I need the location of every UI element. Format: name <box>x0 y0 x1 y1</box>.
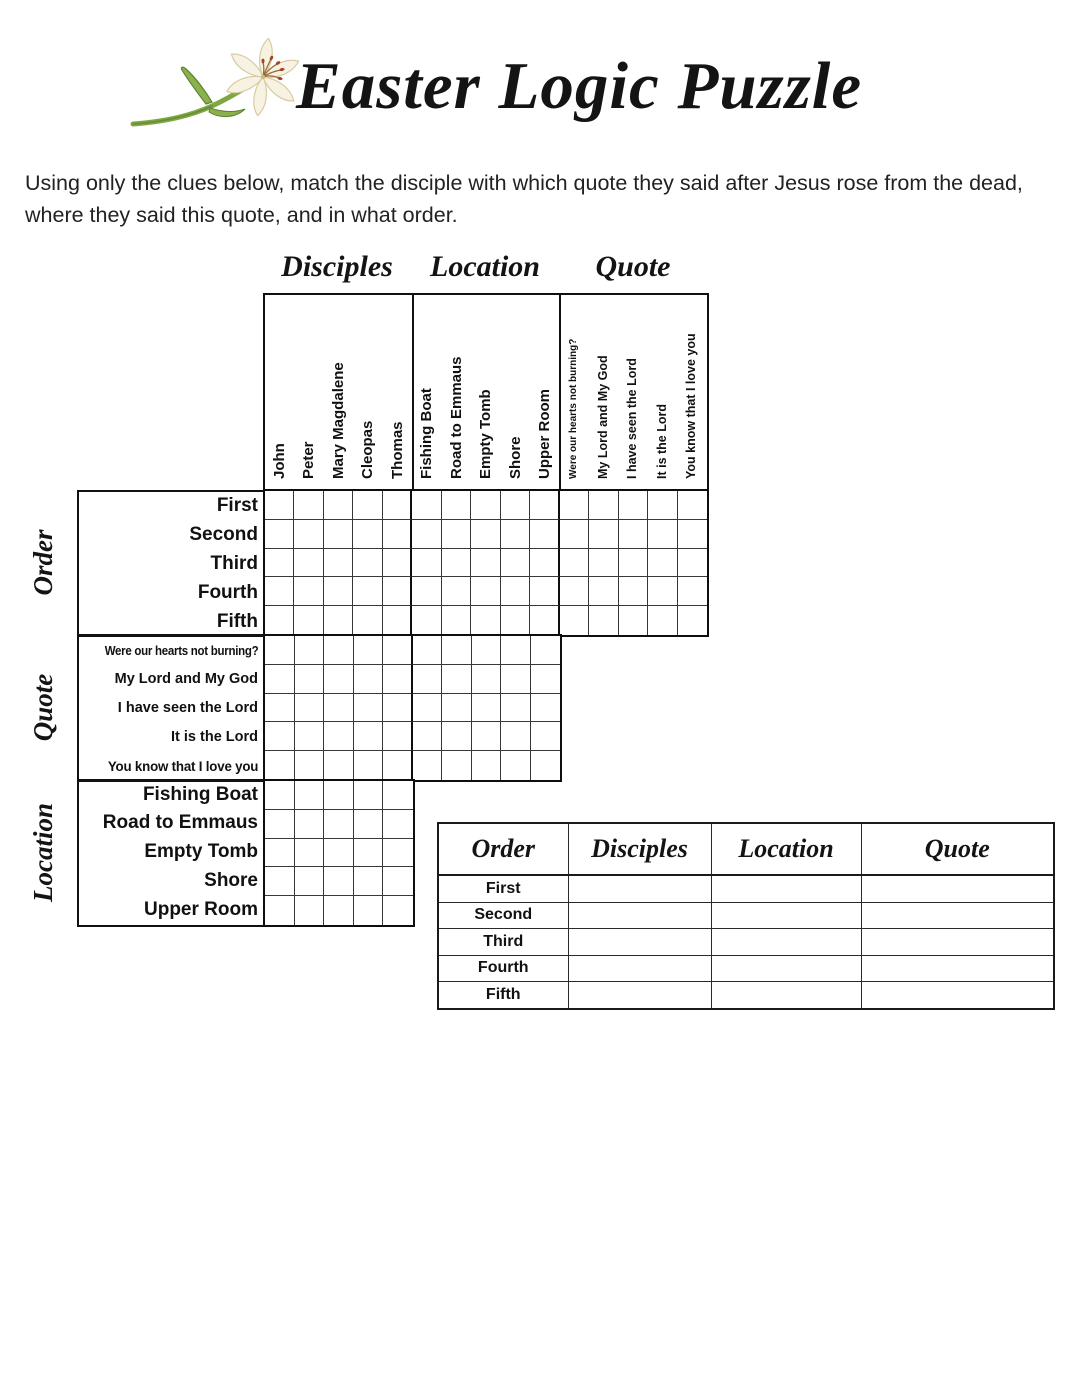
answer-cell[interactable] <box>861 955 1054 982</box>
grid-cell[interactable] <box>471 549 500 578</box>
grid-cell[interactable] <box>560 577 589 606</box>
grid-cell[interactable] <box>412 549 441 578</box>
grid-cell[interactable] <box>412 577 441 606</box>
grid-section-location <box>263 779 415 927</box>
column-header: Shore <box>506 436 524 479</box>
grid-cell[interactable] <box>295 722 325 751</box>
grid-cell[interactable] <box>324 896 354 925</box>
grid-cell[interactable] <box>383 636 413 665</box>
grid-cell[interactable] <box>530 577 559 606</box>
grid-cell[interactable] <box>413 665 443 694</box>
column-header: It is the Lord <box>654 404 669 479</box>
grid-cell[interactable] <box>265 810 295 839</box>
row-header: Upper Room <box>144 898 258 920</box>
grid-cell[interactable] <box>265 577 294 606</box>
grid-cell[interactable] <box>471 520 500 549</box>
row-group-label-quote: Quote <box>28 673 58 742</box>
answer-cell[interactable] <box>711 902 861 929</box>
grid-cell[interactable] <box>501 751 531 780</box>
answer-table-header: Order <box>438 823 568 875</box>
answer-table <box>437 822 1055 1010</box>
grid-cell[interactable] <box>442 520 471 549</box>
answer-cell[interactable] <box>861 982 1054 1009</box>
grid-cell[interactable] <box>648 520 677 549</box>
answer-cell[interactable] <box>568 875 711 902</box>
grid-cell[interactable] <box>324 781 354 810</box>
grid-cell[interactable] <box>472 722 502 751</box>
grid-cell[interactable] <box>648 577 677 606</box>
grid-cell[interactable] <box>619 520 648 549</box>
answer-row-label: Fourth <box>438 955 568 982</box>
grid-cell[interactable] <box>295 781 325 810</box>
grid-cell[interactable] <box>324 636 354 665</box>
row-group-label-location: Location <box>28 803 58 902</box>
column-group-label-location: Location <box>430 250 540 283</box>
column-header: My Lord and My God <box>595 355 610 479</box>
grid-cell[interactable] <box>678 577 707 606</box>
grid-cell[interactable] <box>589 549 618 578</box>
grid-cell[interactable] <box>413 751 443 780</box>
grid-cell[interactable] <box>354 867 384 896</box>
column-header: Fishing Boat <box>418 388 436 479</box>
grid-cell[interactable] <box>324 839 354 868</box>
answer-cell[interactable] <box>568 955 711 982</box>
grid-cell[interactable] <box>412 606 441 635</box>
grid-cell[interactable] <box>324 867 354 896</box>
grid-row-label-box <box>77 490 265 927</box>
grid-cell[interactable] <box>472 665 502 694</box>
answer-cell[interactable] <box>711 955 861 982</box>
row-header: Fishing Boat <box>142 783 258 805</box>
grid-cell[interactable] <box>589 520 618 549</box>
answer-table-header: Disciples <box>568 823 711 875</box>
column-header: Road to Emmaus <box>447 356 465 479</box>
grid-cell[interactable] <box>589 606 618 635</box>
grid-cell[interactable] <box>501 722 531 751</box>
answer-row-label: First <box>438 875 568 902</box>
column-header: Were our hearts not burning? <box>568 338 580 479</box>
row-header: I have seen the Lord <box>117 700 258 717</box>
answer-table-row <box>438 929 1054 956</box>
grid-cell[interactable] <box>560 549 589 578</box>
grid-cell[interactable] <box>294 491 323 520</box>
grid-cell[interactable] <box>265 606 294 635</box>
column-header: I have seen the Lord <box>625 358 640 479</box>
grid-cell[interactable] <box>501 636 531 665</box>
grid-cell[interactable] <box>354 694 384 723</box>
grid-cell[interactable] <box>383 577 412 606</box>
grid-cell[interactable] <box>354 839 384 868</box>
grid-cell[interactable] <box>589 577 618 606</box>
column-header: John <box>271 443 288 479</box>
grid-cell[interactable] <box>412 491 441 520</box>
column-header: Cleopas <box>359 420 377 479</box>
grid-cell[interactable] <box>265 636 295 665</box>
grid-cell[interactable] <box>442 577 471 606</box>
grid-cell[interactable] <box>413 694 443 723</box>
grid-cell[interactable] <box>265 491 294 520</box>
grid-cell[interactable] <box>413 636 443 665</box>
grid-section-order <box>263 489 709 637</box>
grid-cell[interactable] <box>324 694 354 723</box>
answer-table-header: Quote <box>861 823 1054 875</box>
grid-cell[interactable] <box>295 896 325 925</box>
grid-cell[interactable] <box>412 520 441 549</box>
grid-cell[interactable] <box>265 549 294 578</box>
grid-cell[interactable] <box>294 577 323 606</box>
grid-cell[interactable] <box>472 636 502 665</box>
grid-column-header-box <box>263 293 709 490</box>
grid-cell[interactable] <box>383 491 412 520</box>
grid-cell[interactable] <box>383 896 413 925</box>
column-header: Peter <box>300 441 318 479</box>
grid-cell[interactable] <box>324 491 353 520</box>
grid-cell[interactable] <box>531 694 561 723</box>
row-header: My Lord and My God <box>114 671 258 688</box>
grid-cell[interactable] <box>265 781 295 810</box>
column-header: Upper Room <box>535 389 553 479</box>
grid-cell[interactable] <box>383 751 413 780</box>
grid-cell[interactable] <box>678 520 707 549</box>
grid-cell[interactable] <box>265 751 295 780</box>
grid-cell[interactable] <box>354 665 384 694</box>
grid-cell[interactable] <box>531 751 561 780</box>
grid-cell[interactable] <box>501 549 530 578</box>
row-header: Were our hearts not burning? <box>104 643 259 658</box>
answer-table-row <box>438 982 1054 1009</box>
grid-cell[interactable] <box>354 751 384 780</box>
grid-cell[interactable] <box>383 722 413 751</box>
column-header: Mary Magdalene <box>329 362 347 479</box>
grid-cell[interactable] <box>589 491 618 520</box>
column-header: Empty Tomb <box>477 389 495 479</box>
easter-lily-icon <box>130 36 315 158</box>
grid-cell[interactable] <box>324 665 354 694</box>
grid-cell[interactable] <box>295 694 325 723</box>
grid-cell[interactable] <box>353 549 382 578</box>
row-header: First <box>216 495 258 517</box>
grid-cell[interactable] <box>294 520 323 549</box>
grid-cell[interactable] <box>560 520 589 549</box>
grid-cell[interactable] <box>383 694 413 723</box>
grid-cell[interactable] <box>619 606 648 635</box>
grid-cell[interactable] <box>530 520 559 549</box>
column-header: You know that I love you <box>684 333 699 479</box>
grid-cell[interactable] <box>324 810 354 839</box>
column-group-label-quote: Quote <box>595 250 671 283</box>
grid-cell[interactable] <box>678 491 707 520</box>
column-group-label-disciples: Disciples <box>281 250 393 283</box>
grid-cell[interactable] <box>295 665 325 694</box>
grid-cell[interactable] <box>354 636 384 665</box>
answer-table-header: Location <box>711 823 861 875</box>
grid-cell[interactable] <box>501 577 530 606</box>
answer-cell[interactable] <box>861 929 1054 956</box>
grid-cell[interactable] <box>295 839 325 868</box>
grid-cell[interactable] <box>353 491 382 520</box>
row-header: It is the Lord <box>171 728 258 745</box>
grid-cell[interactable] <box>413 722 443 751</box>
grid-cell[interactable] <box>324 722 354 751</box>
grid-cell[interactable] <box>678 549 707 578</box>
grid-cell[interactable] <box>265 867 295 896</box>
column-header: Thomas <box>388 421 406 479</box>
grid-cell[interactable] <box>354 896 384 925</box>
grid-cell[interactable] <box>501 694 531 723</box>
grid-cell[interactable] <box>324 549 353 578</box>
answer-row-label: Second <box>438 902 568 929</box>
grid-cell[interactable] <box>501 606 530 635</box>
grid-cell[interactable] <box>678 606 707 635</box>
answer-cell[interactable] <box>711 982 861 1009</box>
grid-cell[interactable] <box>442 751 472 780</box>
grid-cell[interactable] <box>383 781 413 810</box>
grid-cell[interactable] <box>354 722 384 751</box>
answer-cell[interactable] <box>568 929 711 956</box>
grid-cell[interactable] <box>324 606 353 635</box>
answer-cell[interactable] <box>711 929 861 956</box>
grid-cell[interactable] <box>265 839 295 868</box>
grid-cell[interactable] <box>295 636 325 665</box>
grid-cell[interactable] <box>442 636 472 665</box>
row-header: Second <box>189 524 258 546</box>
grid-cell[interactable] <box>353 520 382 549</box>
answer-table-row <box>438 955 1054 982</box>
grid-cell[interactable] <box>442 491 471 520</box>
answer-table-row <box>438 875 1054 902</box>
answer-cell[interactable] <box>861 875 1054 902</box>
instructions-text: Using only the clues below, match the disciple with which quote they said after Jesus rose from the dead, where they said this quote, and in what order. <box>25 171 1023 227</box>
grid-cell[interactable] <box>560 606 589 635</box>
grid-cell[interactable] <box>619 491 648 520</box>
grid-cell[interactable] <box>383 810 413 839</box>
grid-cell[interactable] <box>531 722 561 751</box>
row-header: Fifth <box>216 610 258 632</box>
answer-cell[interactable] <box>568 982 711 1009</box>
grid-cell[interactable] <box>265 694 295 723</box>
grid-cell[interactable] <box>295 810 325 839</box>
grid-cell[interactable] <box>353 577 382 606</box>
grid-cell[interactable] <box>442 722 472 751</box>
grid-cell[interactable] <box>354 781 384 810</box>
row-header: Fourth <box>197 581 258 603</box>
row-header: Third <box>210 553 258 575</box>
answer-row-label: Third <box>438 929 568 956</box>
grid-cell[interactable] <box>471 606 500 635</box>
page-title: Easter Logic Puzzle <box>296 49 863 123</box>
answer-cell[interactable] <box>711 875 861 902</box>
row-header: Empty Tomb <box>144 841 258 863</box>
grid-cell[interactable] <box>501 520 530 549</box>
grid-cell[interactable] <box>383 549 412 578</box>
row-header: Shore <box>204 870 258 892</box>
grid-cell[interactable] <box>530 491 559 520</box>
grid-cell[interactable] <box>648 606 677 635</box>
grid-cell[interactable] <box>383 839 413 868</box>
row-header: Road to Emmaus <box>102 812 258 834</box>
grid-cell[interactable] <box>295 751 325 780</box>
grid-cell[interactable] <box>383 867 413 896</box>
grid-cell[interactable] <box>353 606 382 635</box>
row-group-label-order: Order <box>28 529 58 596</box>
grid-cell[interactable] <box>472 694 502 723</box>
grid-cell[interactable] <box>560 491 589 520</box>
grid-cell[interactable] <box>530 606 559 635</box>
grid-cell[interactable] <box>383 520 412 549</box>
grid-cell[interactable] <box>295 867 325 896</box>
grid-cell[interactable] <box>354 810 384 839</box>
grid-cell[interactable] <box>265 896 295 925</box>
grid-cell[interactable] <box>501 665 531 694</box>
grid-cell[interactable] <box>648 549 677 578</box>
grid-cell[interactable] <box>324 520 353 549</box>
grid-cell[interactable] <box>619 549 648 578</box>
grid-cell[interactable] <box>294 549 323 578</box>
grid-cell[interactable] <box>619 577 648 606</box>
answer-row-label: Fifth <box>438 982 568 1009</box>
grid-cell[interactable] <box>383 665 413 694</box>
grid-cell[interactable] <box>324 751 354 780</box>
row-header: You know that I love you <box>107 757 259 774</box>
answer-cell[interactable] <box>568 902 711 929</box>
grid-cell[interactable] <box>471 491 500 520</box>
grid-cell[interactable] <box>472 751 502 780</box>
grid-cell[interactable] <box>442 606 471 635</box>
grid-cell[interactable] <box>471 577 500 606</box>
grid-cell[interactable] <box>383 606 412 635</box>
grid-cell[interactable] <box>648 491 677 520</box>
grid-cell[interactable] <box>265 520 294 549</box>
grid-cell[interactable] <box>442 549 471 578</box>
answer-cell[interactable] <box>861 902 1054 929</box>
answer-table-row <box>438 902 1054 929</box>
grid-cell[interactable] <box>324 577 353 606</box>
grid-cell[interactable] <box>442 665 472 694</box>
grid-cell[interactable] <box>265 722 295 751</box>
grid-section-quote <box>263 634 562 782</box>
grid-cell[interactable] <box>531 665 561 694</box>
grid-cell[interactable] <box>501 491 530 520</box>
grid-cell[interactable] <box>530 549 559 578</box>
grid-cell[interactable] <box>294 606 323 635</box>
grid-cell[interactable] <box>531 636 561 665</box>
grid-cell[interactable] <box>265 665 295 694</box>
grid-cell[interactable] <box>442 694 472 723</box>
